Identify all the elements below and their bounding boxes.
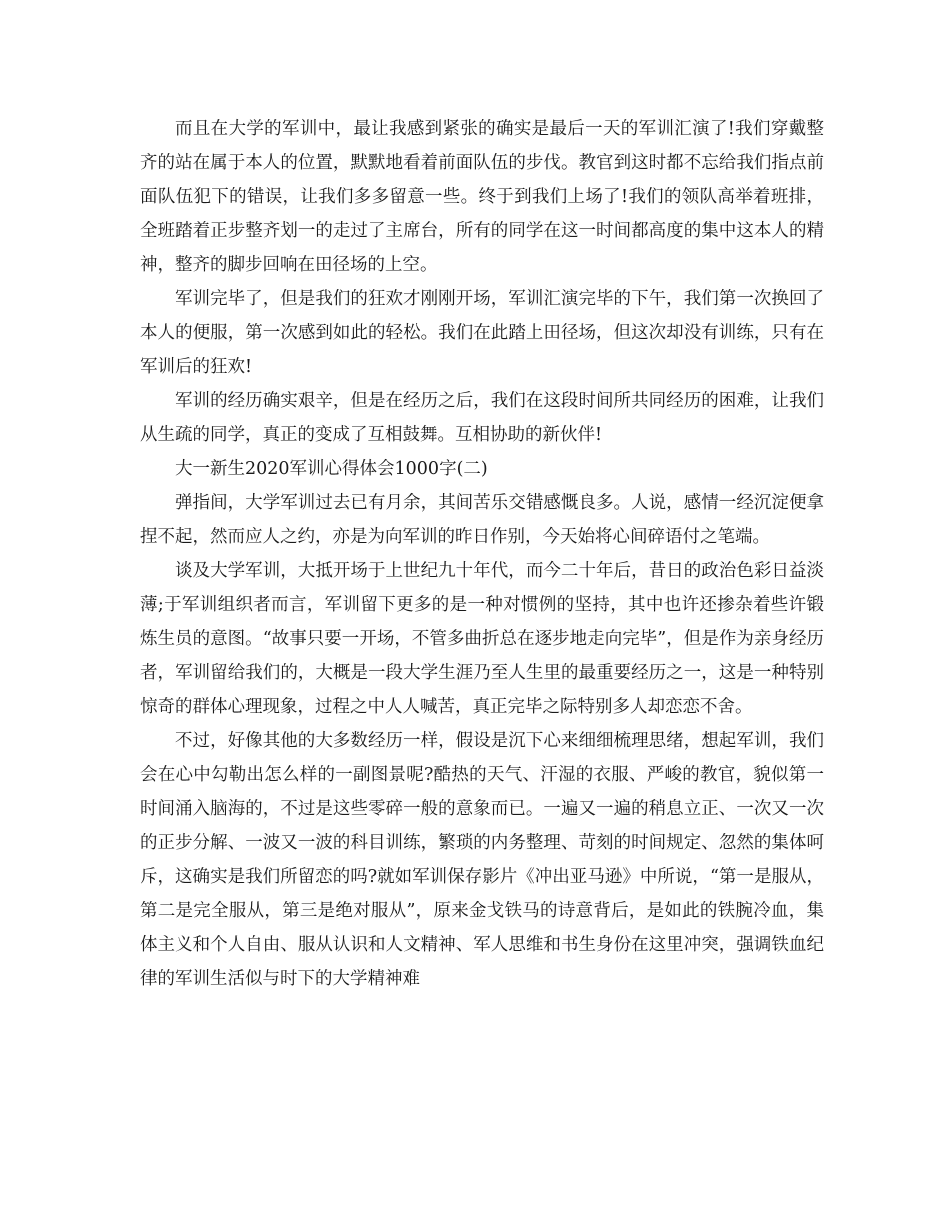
paragraph: 不过，好像其他的大多数经历一样，假设是沉下心来细细梳理思绪，想起军训，我们会在心中勾勒出怎么样的一副图景呢?酷热的天气、汗湿的衣服、严峻的教官，貌似第一时间涌入脑海的，不过是这些零碎一般的意象而已。一遍又一遍的稍息立正、一次又一次的正步分解、一波又一波的科目训练，繁琐的内务整理、苛刻的时间规定、忽然的集体呵斥，这确实是我们所留恋的吗?就如军训保存影片《冲出亚马逊》中所说，“第一是服从，第二是完全服从，第三是绝对服从”，原来金戈铁马的诗意背后，是如此的铁腕冷血，集体主义和个人自由、服从认识和人文精神、军人思维和书生身份在这里冲突，强调铁血纪律的军训生活似与时下的大学精神难 xyxy=(140,731,824,989)
paragraph: 谈及大学军训，大抵开场于上世纪九十年代，而今二十年后，昔日的政治色彩日益淡薄;于军训组织者而言，军训留下更多的是一种对惯例的坚持，其中也许还掺杂着些许锻炼生员的意图。“故事只要一开场，不管多曲折总在逐步地走向完毕”，但是作为亲身经历者，军训留给我们的，大概是一段大学生涯乃至人生里的最重要经历之一，这是一种特别惊奇的群体心理现象，过程之中人人喊苦，真正完毕之际特别多人却恋恋不舍。 xyxy=(140,561,824,717)
paragraph: 弹指间，大学军训过去已有月余，其间苦乐交错感慨良多。人说，感情一经沉淀便拿捏不起，然而应人之约，亦是为向军训的昨日作别，今天始将心间碎语付之笔端。 xyxy=(140,493,824,547)
document-page xyxy=(140,112,824,996)
section-heading: 大一新生2020军训心得体会1000字(二) xyxy=(175,459,488,479)
paragraph: 而且在大学的军训中，最让我感到紧张的确实是最后一天的军训汇演了!我们穿戴整齐的站在属于本人的位置，默默地看着前面队伍的步伐。教官到这时都不忘给我们指点前面队伍犯下的错误，让我们多多留意一些。终于到我们上场了!我们的领队高举着班排，全班踏着正步整齐划一的走过了主席台，所有的同学在这一时间都高度的集中这本人的精神，整齐的脚步回响在田径场的上空。 xyxy=(140,119,824,275)
paragraph: 军训完毕了，但是我们的狂欢才刚刚开场，军训汇演完毕的下午，我们第一次换回了本人的便服，第一次感到如此的轻松。我们在此踏上田径场，但这次却没有训练，只有在军训后的狂欢! xyxy=(140,289,824,377)
paragraph: 军训的经历确实艰辛，但是在经历之后，我们在这段时间所共同经历的困难，让我们从生疏的同学，真正的变成了互相鼓舞。互相协助的新伙伴! xyxy=(140,391,824,445)
